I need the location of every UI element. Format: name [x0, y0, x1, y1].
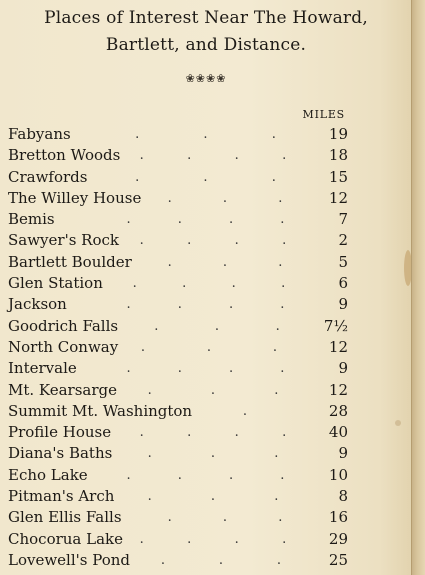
place-name: Summit Mt. Washington — [8, 401, 193, 420]
table-row — [8, 188, 348, 209]
place-name: Intervale — [8, 359, 77, 378]
place-miles: 29 — [328, 529, 348, 548]
leader-dots: . . . — [167, 510, 283, 526]
leader-dots: . . . — [140, 339, 278, 355]
leader-dots: . . . . — [139, 531, 287, 547]
leader-dots: . . . — [160, 552, 282, 568]
table-row — [8, 124, 348, 145]
table-row — [8, 230, 348, 251]
place-miles: 2 — [338, 231, 348, 250]
place-name: Chocorua Lake — [8, 529, 124, 548]
place-miles: 12 — [328, 337, 348, 356]
place-name: Bemis — [8, 210, 55, 229]
place-miles: 15 — [328, 167, 348, 186]
place-miles: 7 — [338, 210, 348, 229]
place-name: Crawfords — [8, 167, 88, 186]
leader-dots: . . . . — [139, 148, 287, 164]
place-name: North Conway — [8, 337, 119, 356]
table-row — [8, 507, 348, 528]
table-row — [8, 167, 348, 188]
place-name: Mt. Kearsarge — [8, 380, 118, 399]
leader-dots: . . . — [135, 169, 276, 185]
place-name: Jackson — [8, 295, 67, 314]
place-miles: 12 — [328, 188, 348, 207]
foxing-stain — [395, 420, 401, 426]
leader-dots: . . . . — [126, 467, 285, 483]
table-row — [8, 209, 348, 230]
place-miles: 28 — [328, 401, 348, 420]
table-row — [8, 550, 348, 571]
place-name: Bartlett Boulder — [8, 252, 132, 271]
table-row — [8, 273, 348, 294]
place-name: Sawyer's Rock — [8, 231, 119, 250]
leader-dots: . — [242, 403, 248, 419]
place-miles: 6 — [338, 274, 348, 293]
place-name: Glen Station — [8, 274, 103, 293]
page-title-line-2: Bartlett, and Distance. — [105, 35, 307, 55]
book-spine-edge — [411, 0, 425, 575]
places-list — [8, 124, 348, 571]
table-row — [8, 443, 348, 464]
place-miles: 25 — [328, 550, 348, 569]
table-row — [8, 486, 348, 507]
table-row — [8, 380, 348, 401]
leader-dots: . . . — [167, 190, 283, 206]
table-row — [8, 337, 348, 358]
miles-column-header: MILES — [302, 108, 345, 121]
place-miles: 40 — [328, 423, 348, 442]
leader-dots: . . . — [154, 318, 280, 334]
place-name: Goodrich Falls — [8, 316, 119, 335]
place-name: Glen Ellis Falls — [8, 508, 122, 527]
leader-dots: . . . — [135, 127, 276, 142]
place-miles: 7½ — [323, 316, 348, 335]
table-row — [8, 316, 348, 337]
leader-dots: . . . — [167, 254, 283, 270]
place-miles: 9 — [338, 444, 348, 463]
leader-dots: . . . . — [139, 233, 287, 249]
place-miles: 8 — [338, 487, 348, 506]
leader-dots: . . . . — [139, 425, 287, 441]
place-name: Fabyans — [8, 125, 71, 143]
place-miles: 10 — [328, 465, 348, 484]
place-miles: 16 — [328, 508, 348, 527]
table-row — [8, 294, 348, 315]
table-row — [8, 401, 348, 422]
place-name: Pitman's Arch — [8, 487, 115, 506]
place-miles: 12 — [328, 380, 348, 399]
leader-dots: . . . — [147, 446, 279, 462]
place-name: Echo Lake — [8, 465, 88, 484]
table-row — [8, 145, 348, 166]
table-row — [8, 358, 348, 379]
place-miles: 18 — [328, 146, 348, 165]
table-row — [8, 465, 348, 486]
page-title-line-1: Places of Interest Near The Howard, — [44, 8, 368, 28]
leader-dots: . . . . — [126, 361, 285, 377]
table-row — [8, 529, 348, 550]
place-name: Bretton Woods — [8, 146, 121, 165]
place-miles: 9 — [338, 359, 348, 378]
place-name: Profile House — [8, 423, 112, 442]
leader-dots: . . . . — [126, 212, 285, 228]
leader-dots: . . . — [147, 489, 279, 505]
leader-dots: . . . — [147, 382, 279, 398]
place-miles: 19 — [328, 125, 348, 143]
place-miles: 5 — [338, 252, 348, 271]
place-miles: 9 — [338, 295, 348, 314]
place-name: Diana's Baths — [8, 444, 113, 463]
ornament-divider-icon: ❀❀❀❀ — [185, 72, 227, 85]
place-name: The Willey House — [8, 188, 142, 207]
table-row — [8, 422, 348, 443]
leader-dots: . . . . — [132, 276, 286, 292]
place-name: Lovewell's Pond — [8, 550, 131, 569]
leader-dots: . . . . — [126, 297, 285, 313]
table-row — [8, 252, 348, 273]
